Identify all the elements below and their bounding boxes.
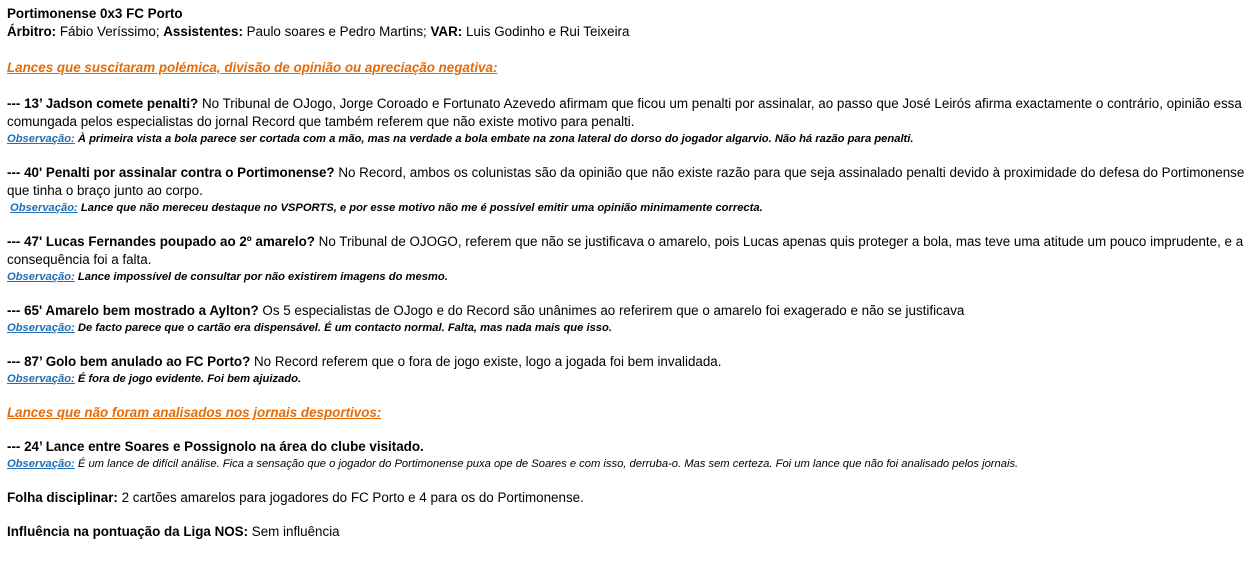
discipline-label: Folha disciplinar: bbox=[7, 490, 118, 505]
incident-body: No Tribunal de OJogo, Jorge Coroado e Fortunato Azevedo afirmam que ficou um penalti por assinalar, ao passo que José Leirós afirma exactamente o contrário, opinião essa bbox=[198, 96, 1242, 111]
observation-label: Observação: bbox=[7, 322, 75, 334]
incident-title: --- 13’ Jadson comete penalti? bbox=[7, 96, 199, 111]
discipline-text: 2 cartões amarelos para jogadores do FC Porto e 4 para os do Portimonense. bbox=[117, 490, 584, 505]
observation-label: Observação: bbox=[7, 373, 75, 385]
match-title: Portimonense 0x3 FC Porto bbox=[7, 6, 183, 21]
incident-body-cont: que tinha o braço junto ao corpo. bbox=[7, 183, 203, 198]
observation-text: Lance que não mereceu destaque no VSPORTS, e por esse motivo não me é possível emitir uma opinião minimamente correcta. bbox=[77, 202, 763, 214]
section-heading-not-analysed: Lances que não foram analisados nos jornais desportivos: bbox=[7, 405, 382, 420]
incident bbox=[7, 233, 1253, 286]
incident-title: --- 65' Amarelo bem mostrado a Aylton? bbox=[7, 303, 259, 318]
observation-text: À primeira vista a bola parece ser cortada com a mão, mas na verdade a bola embate na zona lateral do dorso do jogador algarvio. Não há razão para penalti. bbox=[74, 133, 914, 145]
incident-title: --- 40' Penalti por assinalar contra o Portimonense? bbox=[7, 165, 335, 180]
league-influence bbox=[7, 523, 1253, 541]
incident-body-cont: consequência foi a falta. bbox=[7, 252, 152, 267]
incident bbox=[7, 438, 1253, 473]
incident-title: --- 87’ Golo bem anulado ao FC Porto? bbox=[7, 354, 251, 369]
var-names: Luis Godinho e Rui Teixeira bbox=[462, 24, 630, 39]
observation-label: Observação: bbox=[7, 133, 75, 145]
observation-text: É um lance de difícil análise. Fica a sensação que o jogador do Portimonense puxa ope de Soares e com isso, derruba-o. Mas sem certeza. Foi um lance que não foi analisado pelos jornais. bbox=[74, 458, 1019, 470]
disciplinary-record bbox=[7, 489, 1253, 507]
observation-label: Observação: bbox=[7, 458, 75, 470]
incident-body: No Tribunal de OJOGO, referem que não se justificava o amarelo, pois Lucas apenas quis proteger a bola, mas teve uma atitude um pouco imprudente, e a bbox=[314, 234, 1244, 249]
referee-name: Fábio Veríssimo; bbox=[56, 24, 164, 39]
observation-label: Observação: bbox=[7, 271, 75, 283]
incident-body: No Record referem que o fora de jogo existe, logo a jogada foi bem invalidada. bbox=[250, 354, 722, 369]
incident bbox=[7, 353, 1253, 388]
section-heading-controversial: Lances que suscitaram polémica, divisão de opinião ou apreciação negativa: bbox=[7, 60, 498, 75]
incident-body: Os 5 especialistas de OJogo e do Record são unânimes ao referirem que o amarelo foi exagerado e não se justificava bbox=[258, 303, 965, 318]
observation-text: É fora de jogo evidente. Foi bem ajuizado. bbox=[74, 373, 302, 385]
influence-label: Influência na pontuação da Liga NOS: bbox=[7, 524, 249, 539]
influence-text: Sem influência bbox=[248, 524, 340, 539]
observation-text: Lance impossível de consultar por não existirem imagens do mesmo. bbox=[74, 271, 448, 283]
referee-label: Árbitro: bbox=[7, 24, 57, 39]
incident-body-cont: comungada pelos especialistas do jornal Record que também referem que não existe motivo para penalti. bbox=[7, 114, 635, 129]
incident-title: --- 24’ Lance entre Soares e Possignolo na área do clube visitado. bbox=[7, 439, 424, 454]
officials-line bbox=[7, 23, 1253, 41]
incident bbox=[7, 302, 1253, 337]
incident bbox=[7, 164, 1253, 217]
observation-text: De facto parece que o cartão era dispensável. É um contacto normal. Falta, mas nada mais que isso. bbox=[74, 322, 612, 334]
observation-label: Observação: bbox=[10, 202, 78, 214]
assistants-names: Paulo soares e Pedro Martins; bbox=[242, 24, 431, 39]
assistants-label: Assistentes: bbox=[163, 24, 243, 39]
incident bbox=[7, 95, 1253, 148]
incident-body: No Record, ambos os colunistas são da opinião que não existe razão para que seja assinalado penalti devido à proximidade do defesa do Portimonense bbox=[334, 165, 1245, 180]
incident-title: --- 47' Lucas Fernandes poupado ao 2º amarelo? bbox=[7, 234, 315, 249]
var-label: VAR: bbox=[430, 24, 463, 39]
